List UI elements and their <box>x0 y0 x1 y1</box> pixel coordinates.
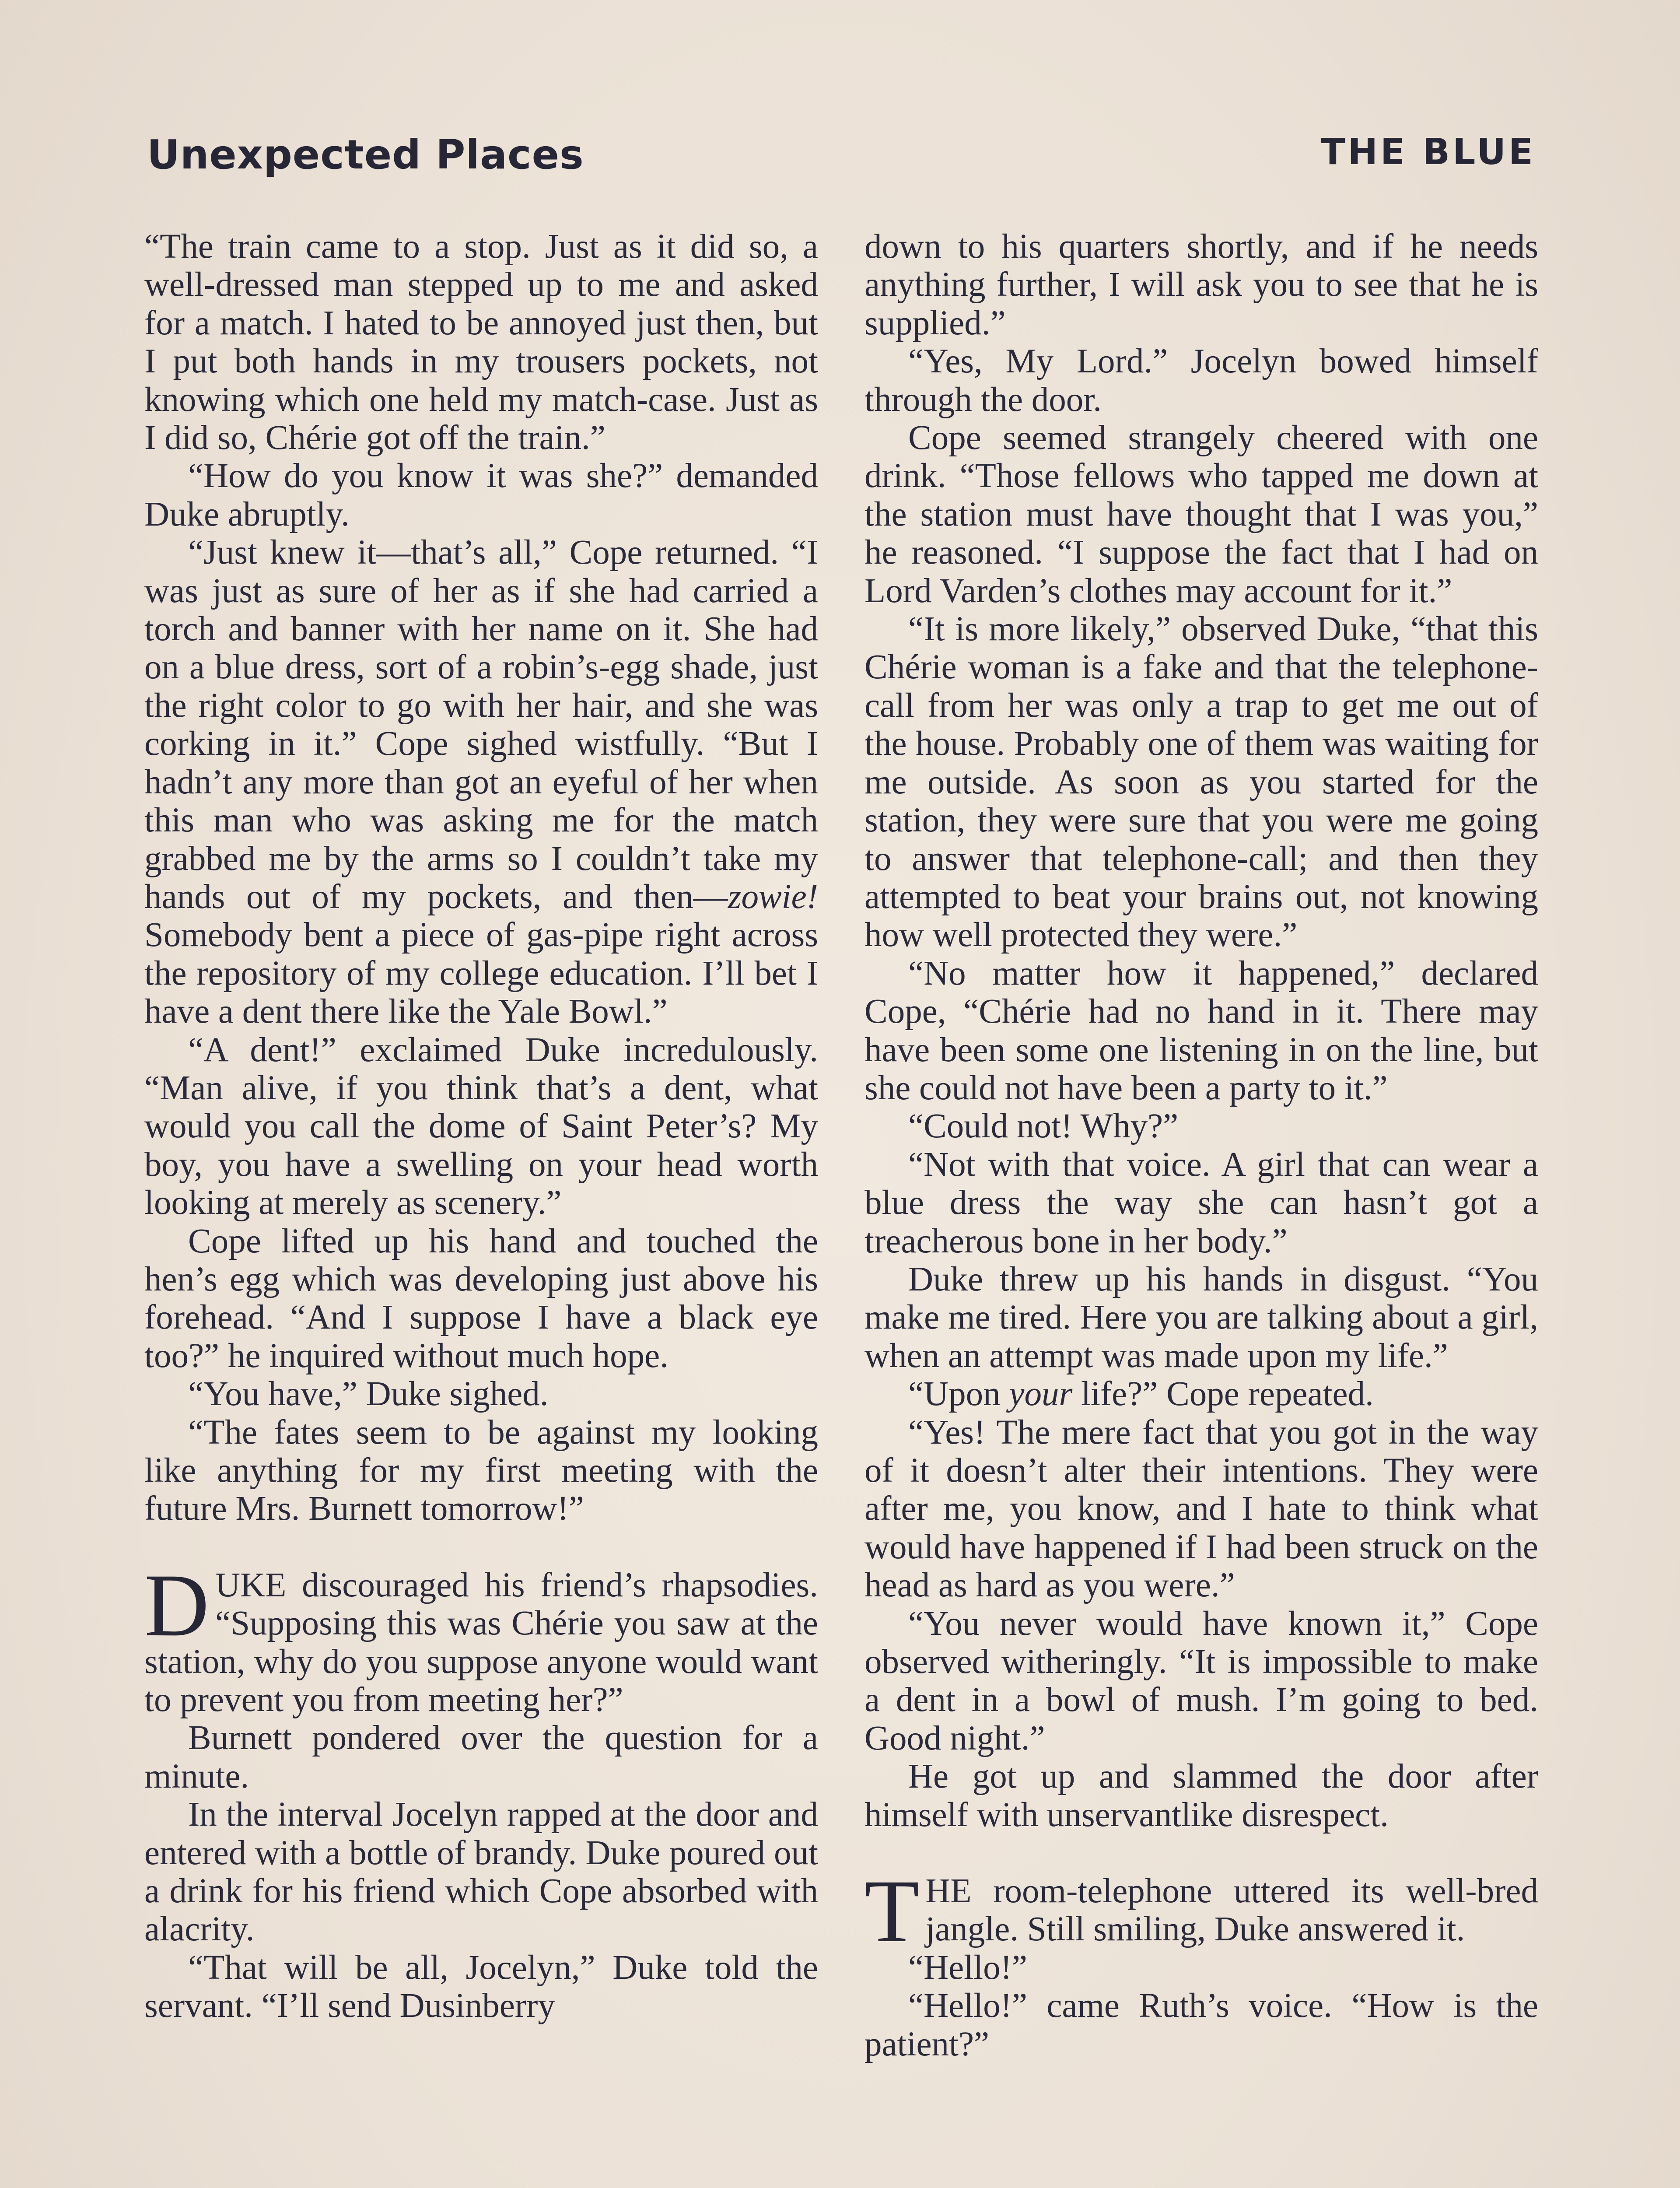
paragraph: “Yes! The mere fact that you got in the way of it doesn’t alter their intentions. They were after me, you know, and I hate to think what would have happened if I had been struck on the head as hard as you were.” <box>864 1413 1538 1605</box>
section-paragraph: THE room-telephone uttered its well-bred jangle. Still smiling, Duke answered it. <box>864 1862 1538 1961</box>
paragraph: Cope lifted up his hand and touched the hen’s egg which was developing just above his forehead. “And I suppose I have a black eye too?” he inquired without much hope. <box>144 1222 818 1375</box>
paragraph: “How do you know it was she?” demanded Duke abruptly. <box>144 457 818 533</box>
paragraph: “Hello!” <box>908 1948 1027 1987</box>
emphasis-text: your <box>1009 1375 1073 1413</box>
paragraph: “That will be all, Jocelyn,” Duke told the servant. “I’ll send Dusinberry <box>144 1948 818 2025</box>
paragraph: “Yes, My Lord.” Jocelyn bowed himself through the door. <box>864 342 1538 419</box>
paragraph: “Upon your life?” Cope repeated. <box>908 1375 1374 1413</box>
paragraph: “A dent!” exclaimed Duke incredulously. “Man alive, if you think that’s a dent, what would you call the dome of Saint Peter’s? My boy, you have a swelling on your head worth looking at merely as scenery.” <box>144 1031 818 1222</box>
paragraph: “You have,” Duke sighed. <box>188 1375 549 1413</box>
drop-cap: D <box>144 1555 210 1655</box>
left-column <box>144 228 818 2025</box>
paragraph: “It is more likely,” observed Duke, “that this Chérie woman is a fake and that the telephone-call from her was only a trap to get me out of the house. Probably one of them was waiting for me outside. As soon as you started for the station, they were sure that you were me going to answer that telephone-call; and then they attempted to beat your brains out, not knowing how well protected they were.” <box>864 610 1538 954</box>
paragraph: down to his quarters shortly, and if he needs anything further, I will ask you to see that he is supplied.” <box>864 228 1538 342</box>
paragraph: “Just knew it—that’s all,” Cope returned. “I was just as sure of her as if she had carried a torch and banner with her name on it. She had on a blue dress, sort of a robin’s-egg shade, just the right color to go with her hair, and she was corking in it.” Cope sighed wistfully. “But I hadn’t any more than got an eyeful of her when this man who was asking me for the match grabbed me by the arms so I couldn’t take my hands out of my pockets, and then—zowie! Somebody bent a piece of gas-pipe right across the repository of my college education. I’ll bet I have a dent there like the Yale Bowl.” <box>144 533 818 1031</box>
paragraph: “You never would have known it,” Cope observed witheringly. “It is impossible to make a dent in a bowl of mush. I’m going to bed. Good night.” <box>864 1604 1538 1757</box>
paragraph: Cope seemed strangely cheered with one drink. “Those fellows who tapped me down at the station must have thought that I was you,” he reasoned. “I suppose the fact that I had on Lord Varden’s clothes may account for it.” <box>864 419 1538 610</box>
paragraph: “Hello!” came Ruth’s voice. “How is the patient?” <box>864 1987 1538 2063</box>
paragraph: “Could not! Why?” <box>908 1107 1179 1146</box>
section-paragraph: DUKE discouraged his friend’s rhapsodies. “Supposing this was Chérie you saw at the station, why do you suppose anyone would want to prevent you from meeting her?” <box>144 1555 818 1719</box>
paragraph: “The fates seem to be against my looking like anything for my first meeting with the future Mrs. Burnett tomorrow!” <box>144 1413 818 1528</box>
paragraph: Duke threw up his hands in disgust. “You make me tired. Here you are talking about a girl, when an attempt was made upon my life.” <box>864 1260 1538 1375</box>
paragraph: Burnett pondered over the question for a minute. <box>144 1719 818 1795</box>
paragraph: In the interval Jocelyn rapped at the door and entered with a bottle of brandy. Duke poured out a drink for his friend which Cope absorbed with alacrity. <box>144 1795 818 1949</box>
running-head-magazine: THE BLUE <box>1320 131 1536 173</box>
emphasis-text: zowie! <box>728 877 818 916</box>
drop-cap: T <box>864 1862 920 1961</box>
paragraph: “No matter how it happened,” declared Cope, “Chérie had no hand in it. There may have been some one listening in on the line, but she could not have been a party to it.” <box>864 954 1538 1107</box>
paragraph: “The train came to a stop. Just as it did so, a well-dressed man stepped up to me and asked for a match. I hated to be annoyed just then, but I put both hands in my trousers pockets, not knowing which one held my match-case. Just as I did so, Chérie got off the train.” <box>144 228 818 457</box>
paragraph: He got up and slammed the door after himself with unservantlike disrespect. <box>864 1757 1538 1834</box>
paragraph: “Not with that voice. A girl that can wear a blue dress the way she can hasn’t got a treacherous bone in her body.” <box>864 1145 1538 1260</box>
running-head-title: Unexpected Places <box>147 131 584 178</box>
right-column <box>864 228 1538 2063</box>
